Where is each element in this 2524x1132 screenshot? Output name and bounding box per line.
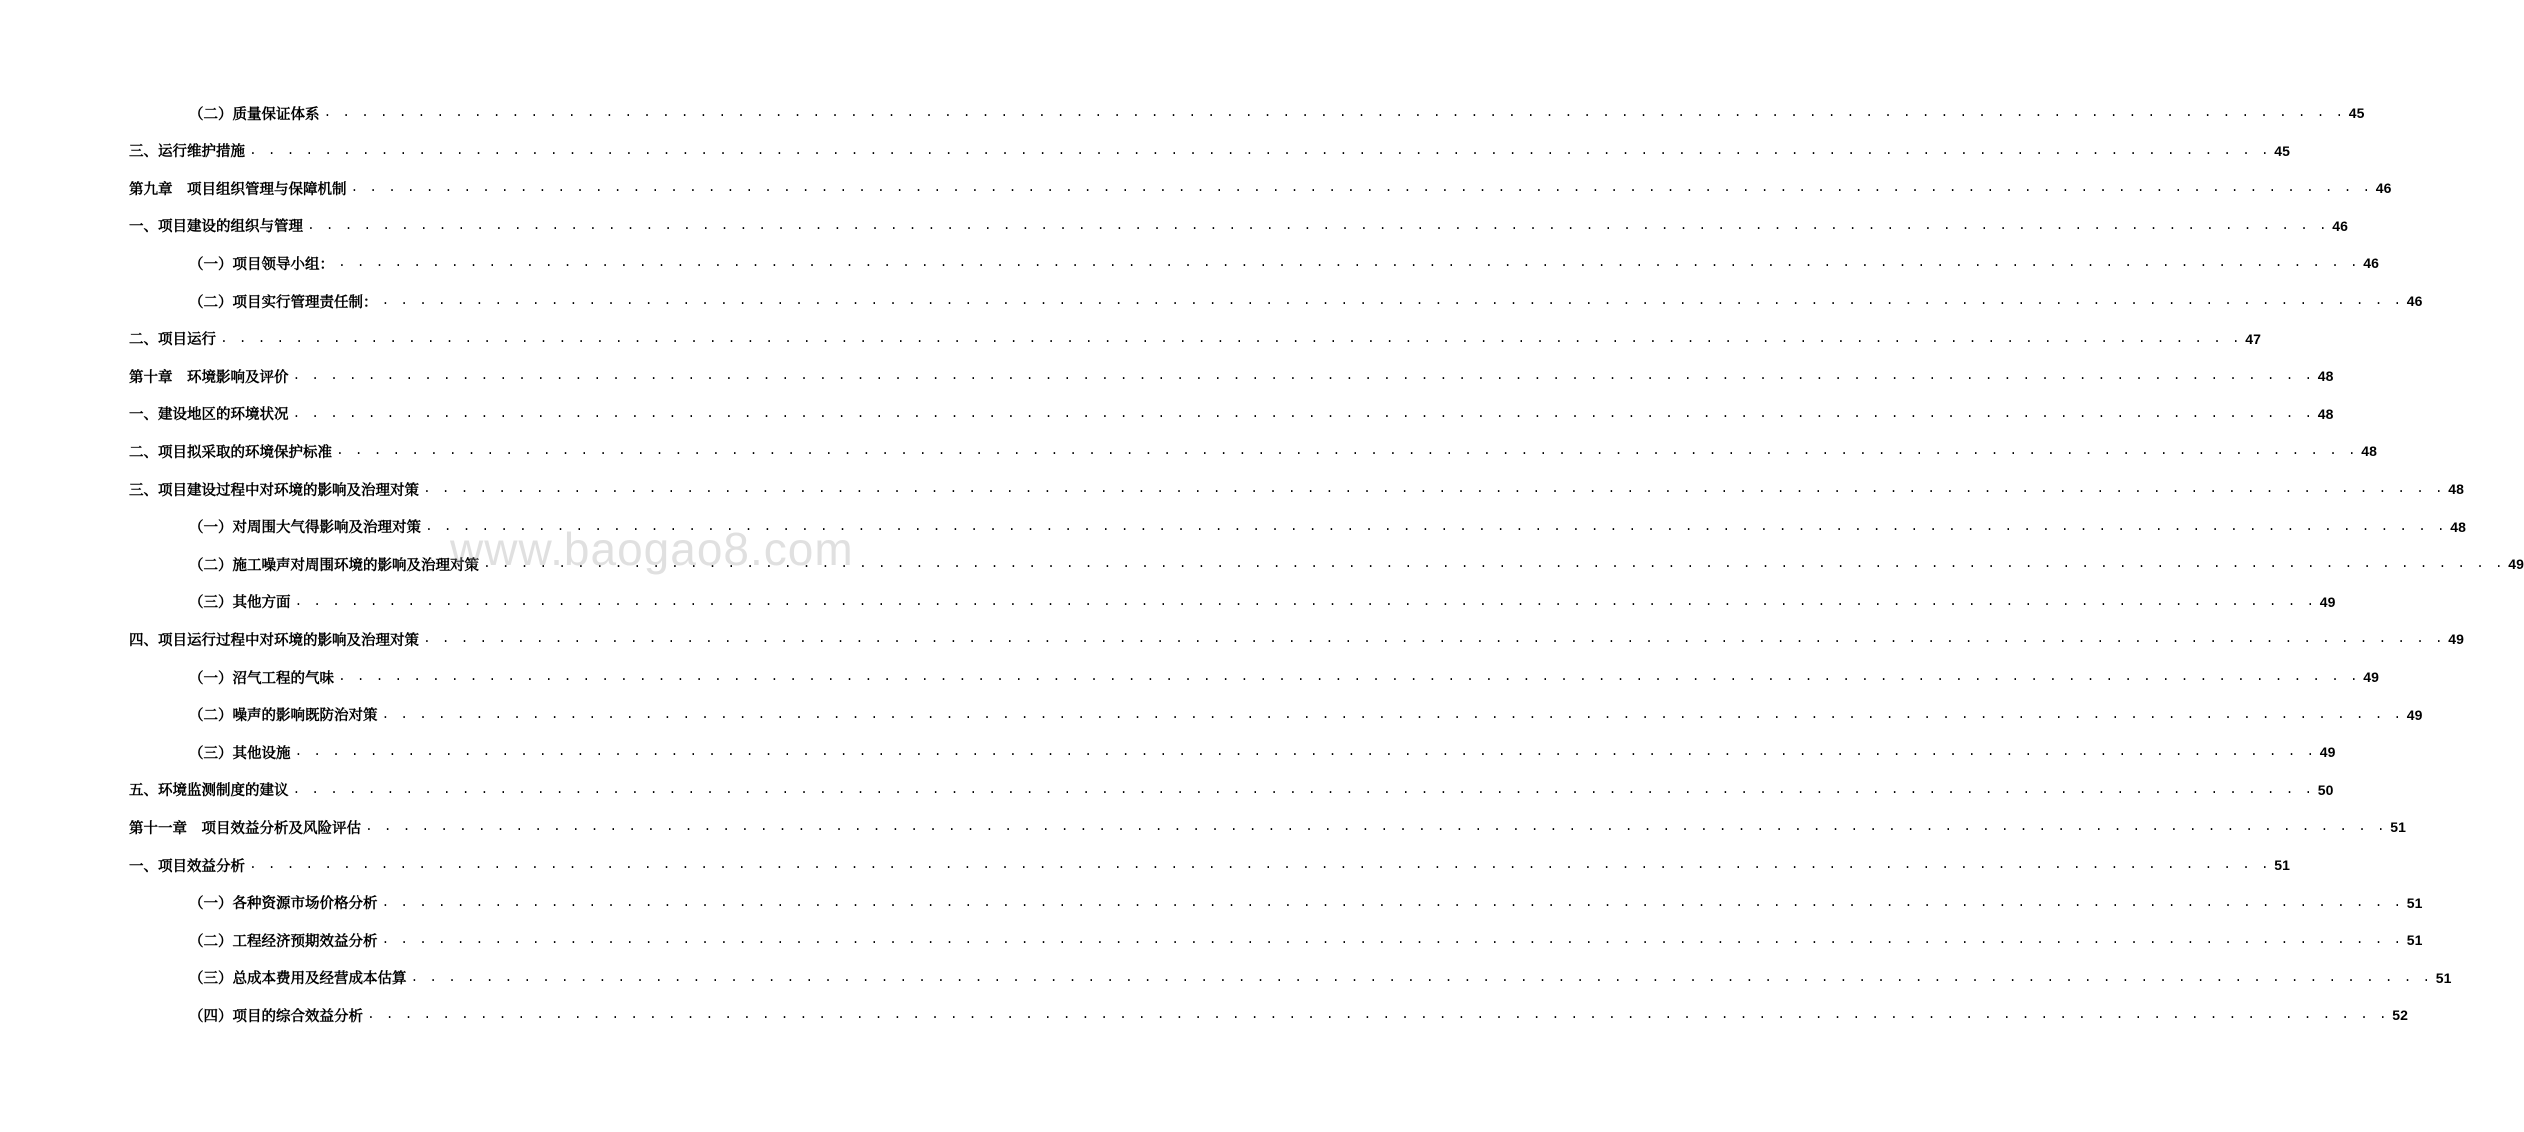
toc-entry-page: 49: [2406, 706, 2423, 723]
toc-entry[interactable]: [129, 211, 2348, 241]
toc-dot-leader: [324, 104, 2345, 122]
toc-entry[interactable]: [129, 136, 2290, 166]
toc-entry[interactable]: [189, 587, 2336, 617]
toc-entry-title: 二、项目拟采取的环境保护标准: [129, 443, 332, 461]
toc-entry-title: （一）各种资源市场价格分析: [189, 895, 378, 913]
toc-dot-leader: [382, 894, 2403, 912]
toc-entry-title: （二）施工噪声对周围环境的影响及治理对策: [189, 556, 479, 574]
toc-entry-page: 50: [2317, 781, 2334, 798]
toc-dot-leader: [338, 668, 2359, 686]
toc-entry-title: 第十章 环境影响及评价: [129, 368, 289, 386]
toc-entry-page: 46: [2406, 293, 2423, 309]
toc-entry-page: 49: [2319, 593, 2336, 610]
toc-entry-page: 51: [2274, 857, 2290, 873]
toc-entry[interactable]: [189, 98, 2365, 128]
toc-entry-page: 46: [2363, 255, 2379, 272]
toc-entry-title: （一）沼气工程的气味: [189, 669, 334, 687]
toc-entry-title: 第十一章 项目效益分析及风险评估: [129, 819, 361, 837]
toc-entry[interactable]: [189, 925, 2423, 955]
toc-entry-title: （一）对周围大气得影响及治理对策: [189, 519, 421, 537]
toc-entry[interactable]: [129, 361, 2334, 391]
toc-entry-title: （三）其他方面: [189, 594, 291, 612]
toc-entry-title: 三、运行维护措施: [129, 143, 245, 161]
toc-entry[interactable]: [129, 624, 2464, 654]
toc-entry-page: 46: [2375, 180, 2392, 197]
toc-entry-title: （三）其他设施: [189, 744, 291, 762]
toc-dot-leader: [365, 818, 2386, 836]
toc-entry-title: （二）项目实行管理责任制：: [189, 293, 378, 311]
toc-entry[interactable]: [189, 700, 2423, 730]
toc-entry-title: 二、项目运行: [129, 331, 216, 349]
toc-entry[interactable]: [129, 474, 2464, 504]
toc-dot-leader: [423, 480, 2444, 498]
toc-entry-page: 49: [2363, 669, 2379, 685]
toc-entry-title: 四、项目运行过程中对环境的影响及治理对策: [129, 631, 419, 649]
toc-dot-leader: [425, 518, 2446, 536]
toc-dot-leader: [293, 781, 2314, 799]
toc-entry[interactable]: [189, 963, 2452, 993]
toc-entry[interactable]: [189, 888, 2423, 918]
toc-entry[interactable]: [189, 662, 2379, 692]
toc-entry-title: 三、项目建设过程中对环境的影响及治理对策: [129, 481, 419, 499]
toc-entry-title: （二）质量保证体系: [189, 105, 320, 123]
toc-dot-leader: [220, 330, 2241, 348]
toc-entry-title: 一、项目建设的组织与管理: [129, 218, 303, 236]
toc-entry-title: 五、环境监测制度的建议: [129, 782, 289, 800]
toc-entry[interactable]: [189, 1000, 2408, 1030]
toc-entry[interactable]: [129, 850, 2290, 880]
toc-entry-page: 46: [2332, 217, 2348, 234]
toc-entry-page: 48: [2317, 368, 2334, 385]
toc-entry-page: 45: [2348, 105, 2365, 121]
toc-dot-leader: [295, 743, 2316, 761]
toc-dot-leader: [293, 367, 2314, 385]
toc-entry-page: 48: [2448, 481, 2464, 497]
toc-entry-title: （三）总成本费用及经营成本估算: [189, 970, 407, 988]
toc-dot-leader: [336, 442, 2357, 460]
toc-entry-title: （一）项目领导小组：: [189, 255, 334, 273]
toc-dot-leader: [351, 179, 2372, 197]
toc-entry[interactable]: [129, 812, 2406, 842]
toc-entry-title: （二）工程经济预期效益分析: [189, 932, 378, 950]
toc-entry-title: 一、建设地区的环境状况: [129, 406, 289, 424]
toc-dot-leader: [367, 1006, 2388, 1024]
toc-entry[interactable]: [129, 399, 2334, 429]
toc-entry-page: 49: [2319, 744, 2336, 761]
toc-entry-page: 47: [2245, 330, 2261, 347]
toc-dot-leader: [295, 593, 2316, 611]
toc-entry[interactable]: [189, 286, 2423, 316]
toc-entry-page: 48: [2361, 443, 2377, 460]
toc-dot-leader: [483, 555, 2504, 573]
toc-entry[interactable]: [129, 173, 2392, 203]
toc-entry[interactable]: [189, 512, 2466, 542]
toc-entry-page: 48: [2450, 518, 2466, 535]
toc-dot-leader: [411, 969, 2432, 987]
toc-entry-page: 49: [2448, 631, 2464, 648]
toc-dot-leader: [382, 706, 2403, 724]
toc-entry-page: 52: [2392, 1007, 2408, 1024]
toc-entry[interactable]: [129, 324, 2261, 354]
toc-entry-page: 51: [2435, 969, 2452, 986]
toc-entry[interactable]: [189, 737, 2336, 767]
toc-dot-leader: [293, 405, 2314, 423]
toc-entry[interactable]: [189, 248, 2379, 278]
toc-entry-title: （四）项目的综合效益分析: [189, 1007, 363, 1025]
toc-entry-title: 第九章 项目组织管理与保障机制: [129, 180, 347, 198]
toc-dot-leader: [338, 254, 2359, 272]
toc-dot-leader: [423, 630, 2444, 648]
toc-entry[interactable]: [129, 775, 2334, 805]
toc-dot-leader: [382, 292, 2403, 310]
toc-entry[interactable]: [129, 436, 2377, 466]
toc-dot-leader: [307, 217, 2328, 235]
toc-entry-page: 51: [2406, 932, 2423, 949]
toc-entry-title: （二）噪声的影响既防治对策: [189, 707, 378, 725]
toc-entry-page: 45: [2274, 142, 2290, 159]
toc-dot-leader: [249, 856, 2270, 874]
toc-entry-page: 51: [2406, 894, 2423, 911]
toc-entry-page: 49: [2508, 556, 2524, 573]
watermark-text: www.baogao8.com: [450, 523, 854, 575]
toc-entry-title: 一、项目效益分析: [129, 857, 245, 875]
toc-entry-page: 51: [2390, 819, 2406, 836]
toc-entry-page: 48: [2317, 405, 2334, 422]
toc-dot-leader: [249, 142, 2270, 160]
toc-dot-leader: [382, 931, 2403, 949]
